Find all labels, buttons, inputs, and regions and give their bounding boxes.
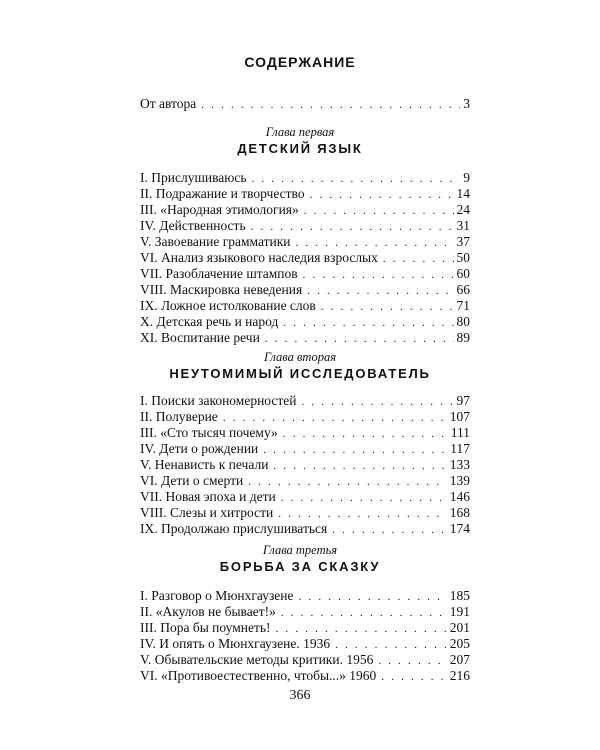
toc-entry-page: 139: [449, 473, 470, 488]
page-number: 366: [289, 688, 311, 703]
toc-entry: [140, 234, 470, 250]
dot-leader: [304, 203, 454, 219]
toc-entry-label: III. Пора бы поумнеть!: [140, 620, 271, 635]
dot-leader: [335, 637, 447, 653]
dot-leader: [252, 171, 461, 187]
dot-leader: [283, 315, 453, 331]
toc-entry-label: I. Прислушиваюсь: [140, 170, 247, 185]
toc-entry: [140, 266, 470, 282]
toc-entry: [140, 282, 470, 298]
toc-entry-label: I. Поиски закономерностей: [140, 393, 297, 408]
toc-entry-label: VI. Анализ языкового наследия взрослых: [140, 250, 378, 265]
dot-leader: [273, 458, 446, 474]
dot-leader: [251, 219, 454, 235]
toc-entry: [140, 202, 470, 218]
chapter-1-label: Глава первая: [265, 125, 335, 139]
toc-entry-page: 37: [456, 234, 470, 249]
toc-entry: [140, 604, 470, 620]
toc-entry-label: VII. Разоблачение штампов: [140, 266, 298, 281]
toc-entry-label: VIII. Слезы и хитрости: [140, 505, 274, 520]
toc-entry-label: III. «Сто тысяч почему»: [140, 425, 278, 440]
toc-entry-label: III. «Народная этимология»: [140, 202, 299, 217]
chapter-2-label: Глава вторая: [263, 350, 337, 364]
toc-entry: [140, 425, 470, 441]
toc-entry-page: 50: [456, 250, 470, 265]
dot-leader: [276, 621, 447, 637]
dot-leader: [278, 506, 446, 522]
toc-entry: [140, 457, 470, 473]
dot-leader: [248, 474, 447, 490]
dot-leader: [223, 410, 447, 426]
toc-entry-page: 185: [449, 588, 470, 603]
toc-entry-page: 174: [449, 521, 470, 536]
toc-entry-page: 24: [456, 202, 470, 217]
chapter-2-heading: НЕУТОМИМЫЙ ИССЛЕДОВАТЕЛЬ: [169, 366, 431, 381]
toc-entry-page: 14: [456, 186, 470, 201]
dot-leader: [332, 522, 447, 538]
toc-entry-page: 207: [449, 652, 470, 667]
toc-entry-page: 80: [456, 314, 470, 329]
toc-entry-label: I. Разговор о Мюнхгаузене: [140, 588, 294, 603]
toc-entry-label: XI. Воспитание речи: [140, 330, 260, 345]
toc-entry-page: 216: [449, 668, 470, 683]
toc-entry: [140, 668, 470, 684]
toc-entry-label: X. Детская речь и народ: [140, 314, 279, 329]
toc-entry-page: 201: [449, 620, 470, 635]
toc-entry: [140, 473, 470, 489]
dot-leader: [299, 589, 447, 605]
toc-entry-page: 71: [456, 298, 470, 313]
toc-entry-label: V. Ненависть к печали: [140, 457, 269, 472]
toc-entry-page: 111: [450, 425, 470, 440]
toc-entry-page: 168: [449, 505, 470, 520]
dot-leader: [283, 426, 448, 442]
toc-entry: [140, 393, 470, 409]
toc-entry: [140, 441, 470, 457]
toc-entry-label: II. Подражание и творчество: [140, 186, 305, 201]
toc-entry-label: От автора: [140, 96, 197, 111]
dot-leader: [307, 283, 453, 299]
toc-entry: [140, 218, 470, 234]
toc-entry: [140, 588, 470, 604]
toc-entry-page: 205: [449, 636, 470, 651]
toc-entry-label: II. Полуверие: [140, 409, 218, 424]
toc-entry-page: 133: [449, 457, 470, 472]
toc-entry: [140, 505, 470, 521]
dot-leader: [381, 669, 446, 685]
toc-entry: [140, 314, 470, 330]
toc-entry: [140, 330, 470, 346]
toc-entry-label: VI. Дети о смерти: [140, 473, 244, 488]
toc-entry: [140, 652, 470, 668]
dot-leader: [281, 605, 447, 621]
toc-entry: [140, 636, 470, 652]
dot-leader: [296, 235, 454, 251]
toc-entry: [140, 186, 470, 202]
dot-leader: [265, 331, 454, 347]
chapter-3-label: Глава третья: [262, 543, 338, 557]
dot-leader: [201, 97, 460, 113]
dot-leader: [303, 267, 454, 283]
toc-title: СОДЕРЖАНИЕ: [244, 54, 356, 70]
toc-entry-page: 97: [456, 393, 470, 408]
dot-leader: [383, 251, 454, 267]
dot-leader: [263, 442, 447, 458]
toc-entry-label: IV. Дети о рождении: [140, 441, 259, 456]
toc-entry-page: 66: [456, 282, 470, 297]
toc-entry-label: IV. И опять о Мюнхгаузене. 1936: [140, 636, 331, 651]
toc-entry-label: IX. Ложное истолкование слов: [140, 298, 316, 313]
toc-entry-preface: [140, 96, 470, 112]
toc-entry: [140, 409, 470, 425]
toc-entry-label: V. Завоевание грамматики: [140, 234, 291, 249]
toc-entry-label: II. «Акулов не бывает!»: [140, 604, 276, 619]
toc-entry-page: 60: [456, 266, 470, 281]
toc-entry: [140, 298, 470, 314]
dot-leader: [281, 490, 447, 506]
toc-entry: [140, 620, 470, 636]
toc-entry-label: IX. Продолжаю прислушиваться: [140, 521, 328, 536]
toc-entry: [140, 489, 470, 505]
toc-entry-label: IV. Действенность: [140, 218, 246, 233]
toc-entry-page: 31: [456, 218, 470, 233]
toc-entry-page: 146: [449, 489, 470, 504]
chapter-1-heading: ДЕТСКИЙ ЯЗЫК: [237, 141, 363, 156]
toc-entry: [140, 170, 470, 186]
toc-entry-label: V. Обывательские методы критики. 1956: [140, 652, 374, 667]
toc-entry-page: 9: [463, 170, 470, 185]
toc-entry-page: 191: [449, 604, 470, 619]
toc-entry-label: VIII. Маскировка неведения: [140, 282, 303, 297]
toc-entry-page: 107: [449, 409, 470, 424]
toc-entry: [140, 521, 470, 537]
dot-leader: [302, 394, 454, 410]
dot-leader: [378, 653, 446, 669]
dot-leader: [321, 299, 454, 315]
toc-entry-label: VI. «Противоестественно, чтобы...» 1960: [140, 668, 377, 683]
chapter-3-heading: БОРЬБА ЗА СКАЗКУ: [219, 559, 381, 574]
toc-entry-page: 117: [450, 441, 470, 456]
dot-leader: [310, 187, 454, 203]
toc-entry-page: 3: [463, 96, 470, 111]
toc-entry-page: 89: [456, 330, 470, 345]
toc-entry: [140, 250, 470, 266]
toc-entry-label: VII. Новая эпоха и дети: [140, 489, 276, 504]
